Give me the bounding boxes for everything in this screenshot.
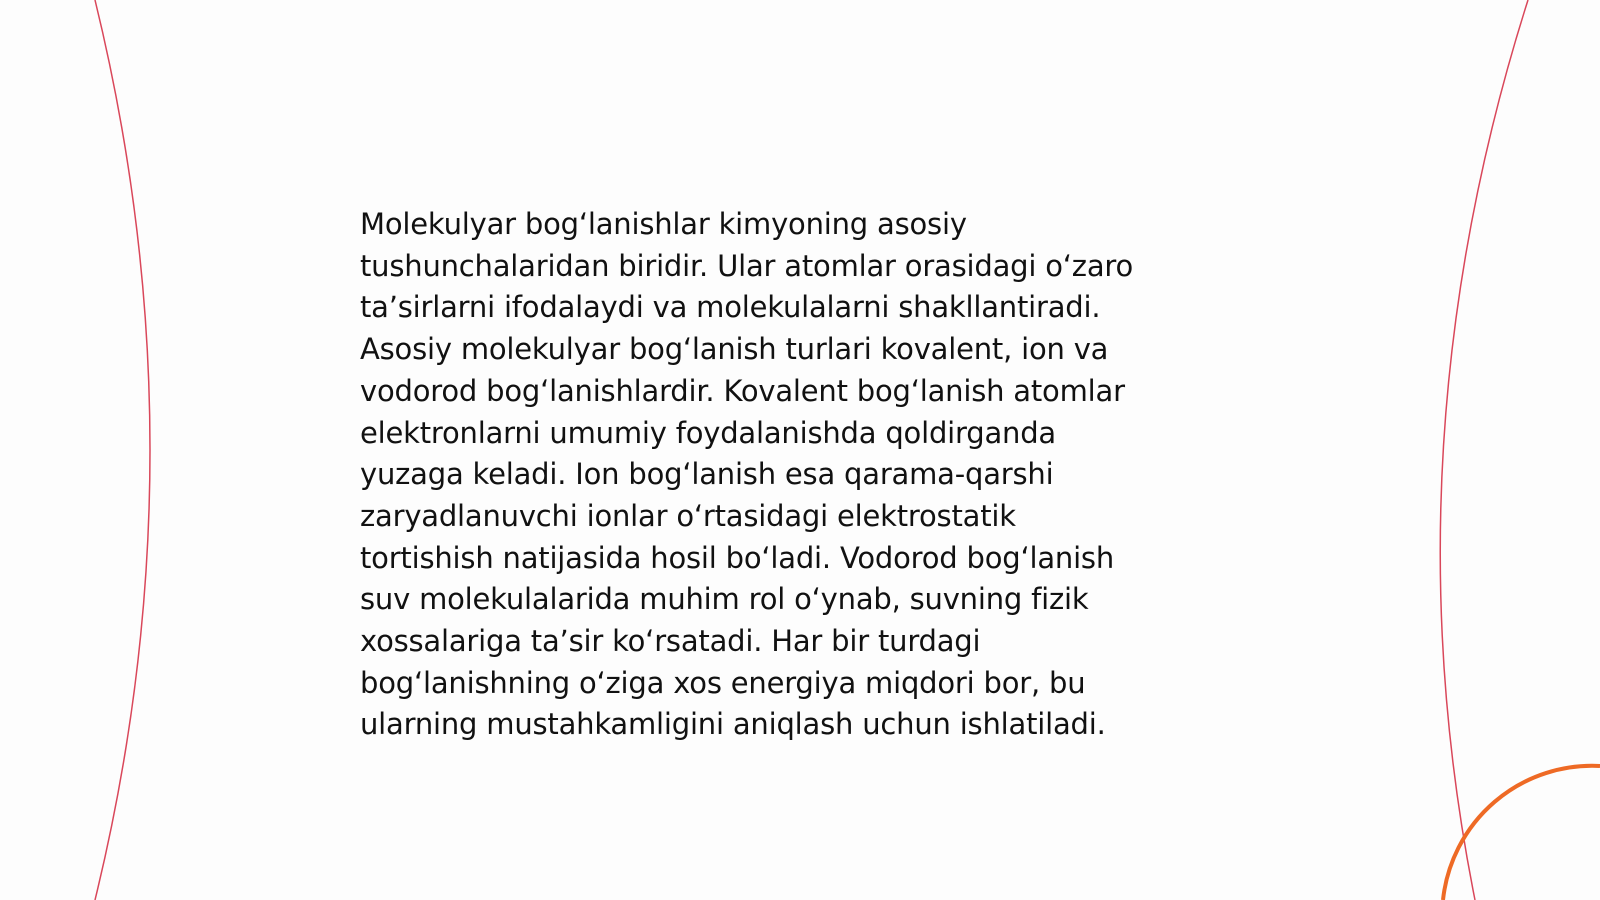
paragraph-line: Molekulyar bog‘lanishlar kimyoning asosiy bbox=[360, 207, 967, 241]
left-curve bbox=[95, 0, 150, 900]
paragraph-line: ta’sirlarni ifodalaydi va molekulalarni shakllantiradi. bbox=[360, 290, 1101, 325]
paragraph-line: bog‘lanishning o‘ziga xos energiya miqdori bor, bu bbox=[360, 665, 1086, 700]
paragraph-line: tortishish natijasida hosil bo‘ladi. Vodorod bog‘lanish bbox=[360, 540, 1115, 575]
orange-arc bbox=[1443, 766, 1600, 900]
paragraph-line: yuzaga keladi. Ion bog‘lanish esa qarama-qarshi bbox=[360, 457, 1054, 492]
paragraph-line: Asosiy molekulyar bog‘lanish turlari kovalent, ion va bbox=[360, 332, 1109, 367]
paragraph-line: elektronlarni umumiy foydalanishda qoldirganda bbox=[360, 415, 1056, 450]
right-curve bbox=[1440, 0, 1528, 900]
body-paragraph bbox=[360, 204, 1260, 746]
paragraph-line: xossalariga ta’sir ko‘rsatadi. Har bir turdagi bbox=[360, 624, 981, 659]
paragraph-line: suv molekulalarida muhim rol o‘ynab, suvning fizik bbox=[360, 582, 1089, 617]
paragraph-line: ularning mustahkamligini aniqlash uchun ishlatiladi. bbox=[360, 707, 1106, 742]
paragraph-line: tushunchalaridan biridir. Ular atomlar orasidagi o‘zaro bbox=[360, 248, 1134, 283]
paragraph-line: vodorod bog‘lanishlardir. Kovalent bog‘lanish atomlar bbox=[360, 373, 1125, 408]
paragraph-line: zaryadlanuvchi ionlar o‘rtasidagi elektrostatik bbox=[360, 498, 1016, 533]
